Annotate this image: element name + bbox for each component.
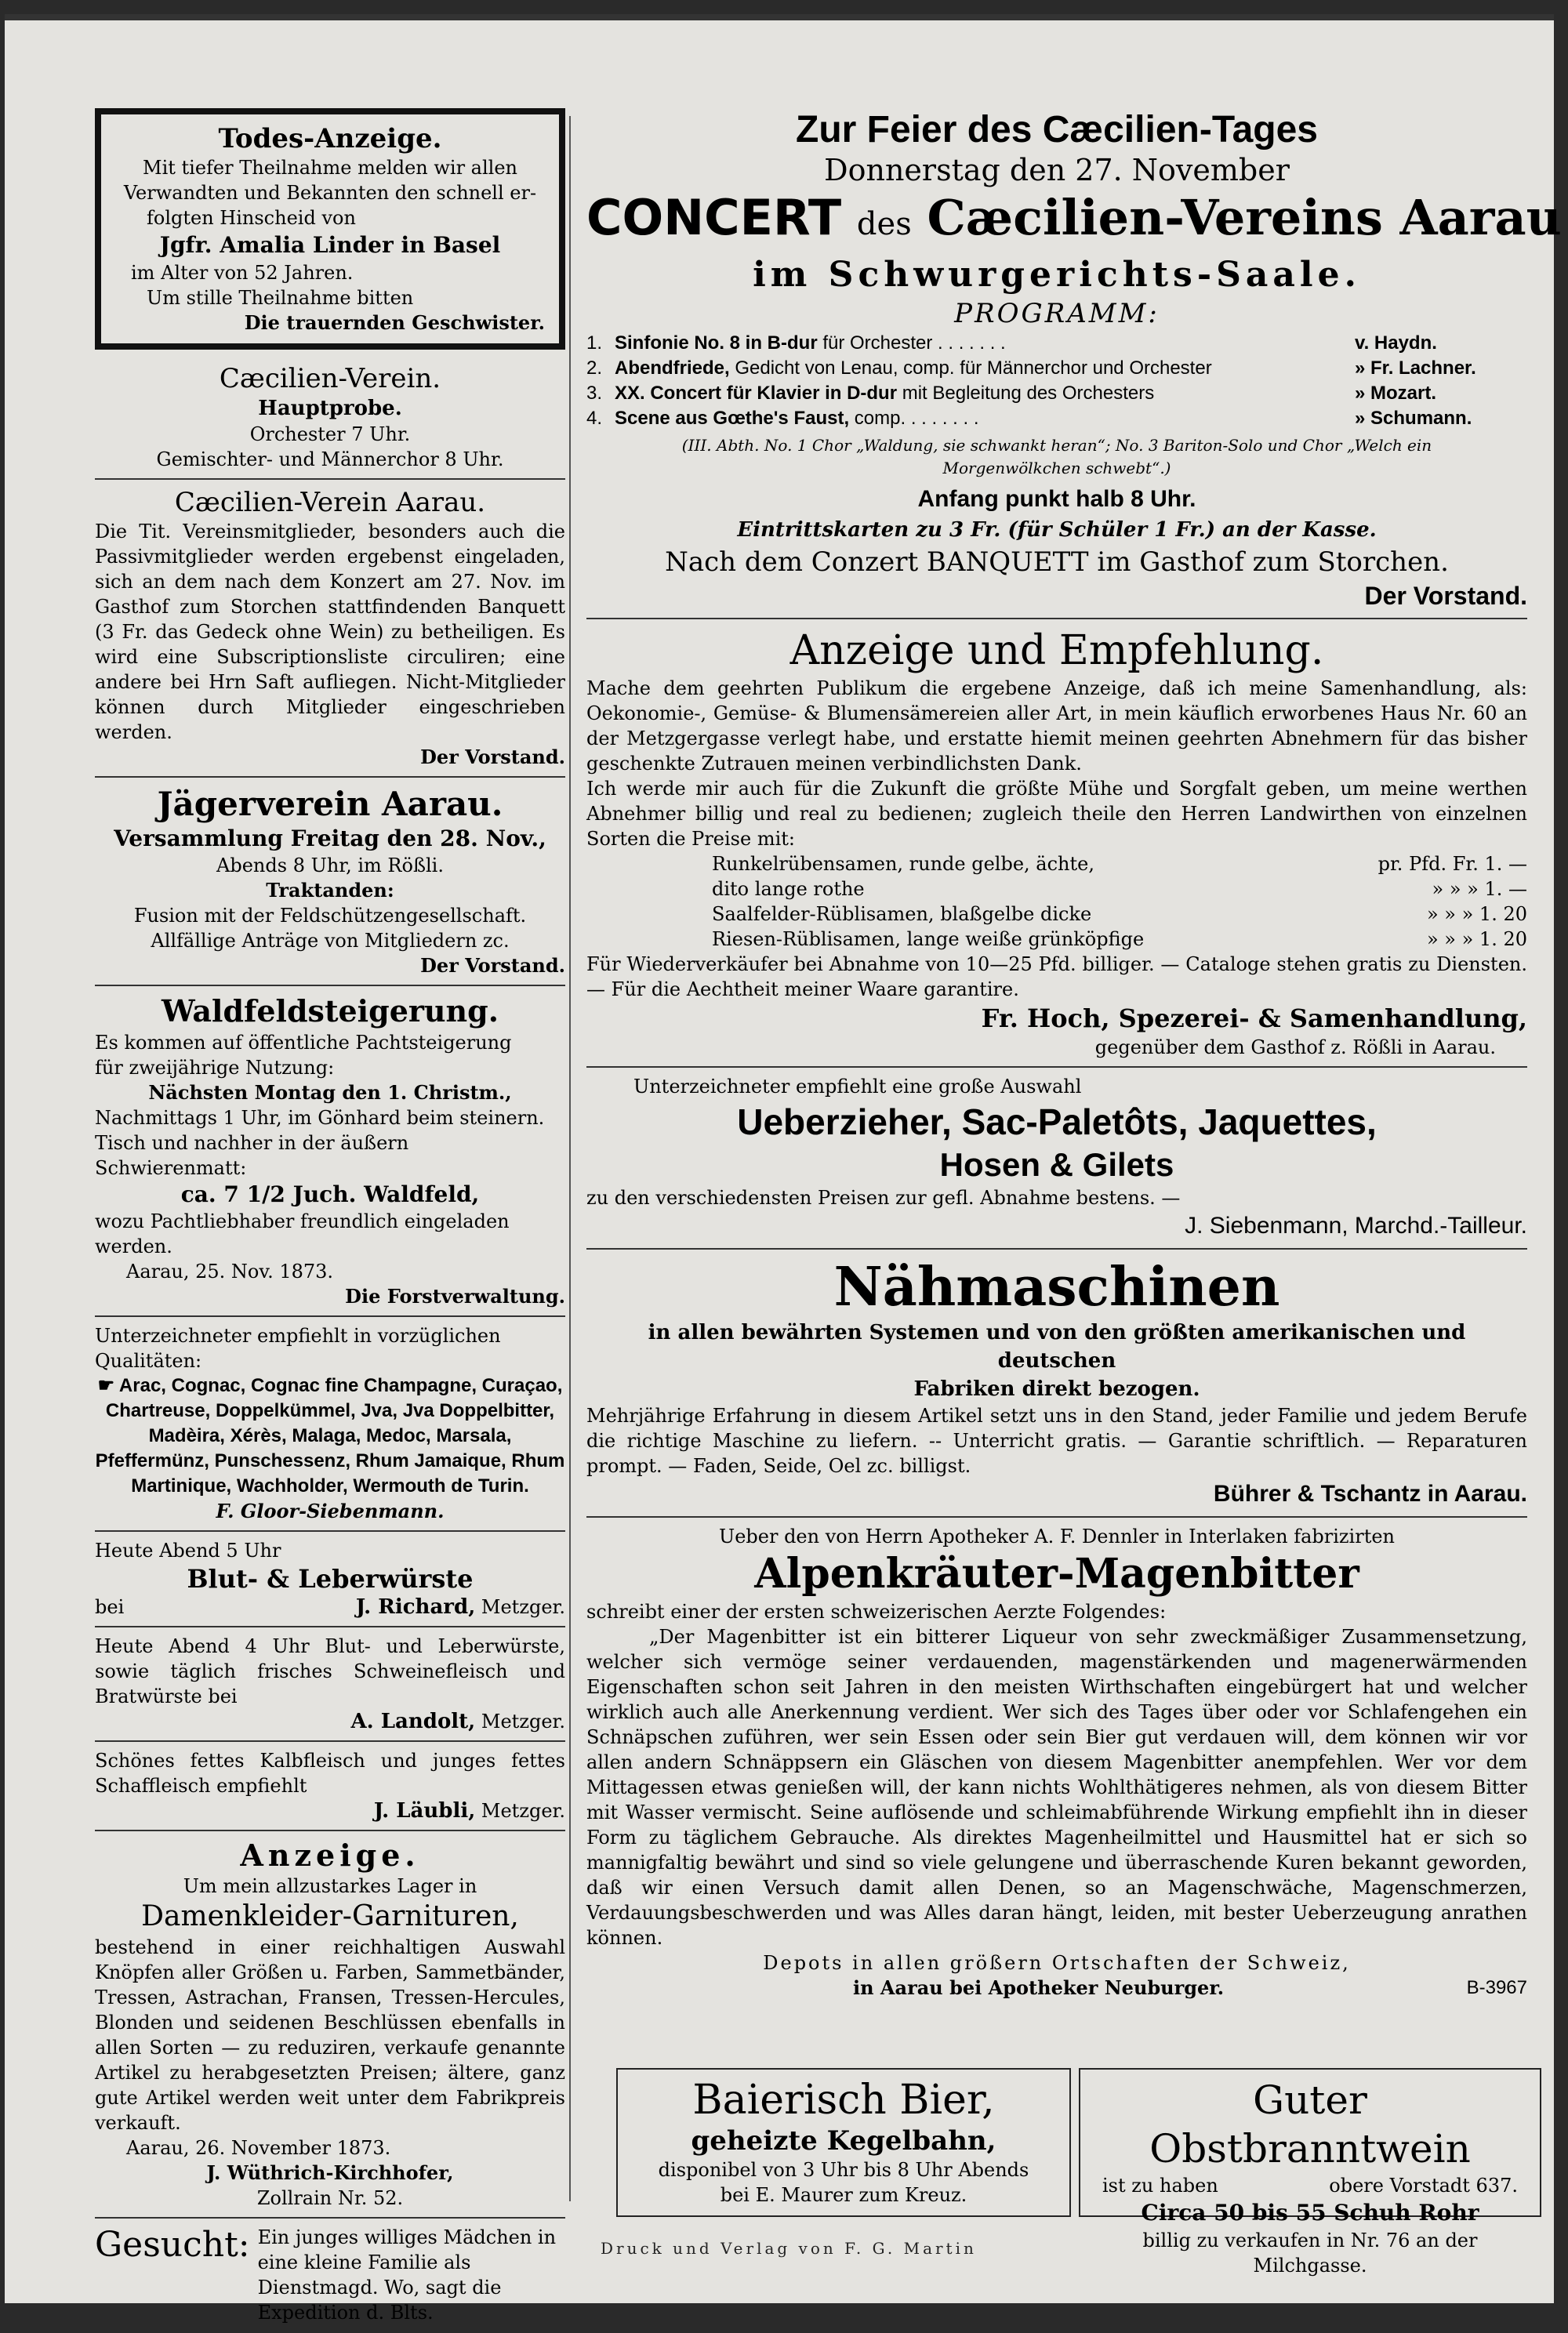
laeubli-text: Schönes fettes Kalbfleisch und junges fettes Schaffleisch empfiehlt <box>95 1750 565 1797</box>
program-details: comp. . . . . . . . <box>854 408 979 429</box>
death-notice-line: folgten Hinscheid von <box>147 207 356 229</box>
richard-name: J. Richard, <box>355 1595 476 1619</box>
gloor-list-text: Arac, Cognac, Cognac fine Champagne, Curaçao, Chartreuse, Doppelkümmel, Jva, Jva Doppelbitter, Madèira, Xérès, Malaga, Medoc, Marsala, Pfeffermünz, Punschessenz, Rhum Jamaique, Rhum Martinique, Wachholder, Wermouth de Turin. <box>95 1375 565 1497</box>
jaegerverein <box>95 784 565 978</box>
concert-word: CONCERT <box>586 189 842 246</box>
waldfeld-date: Nächsten Montag den 1. Christm., <box>148 1081 512 1104</box>
concert-banquet: Nach dem Conzert BANQUETT im Gasthof zum Storchen. <box>665 546 1449 578</box>
divider <box>95 1530 565 1532</box>
naehmaschinen-title: Nähmaschinen <box>833 1256 1280 1319</box>
obst-line: billig zu verkaufen in Nr. 76 an der Milchgasse. <box>1142 2230 1478 2277</box>
gloor-liquor-ad <box>95 1323 565 1524</box>
price-row <box>712 902 1527 927</box>
divider <box>586 618 1527 619</box>
program-number: 4. <box>586 408 603 429</box>
caecilien-line: Orchester 7 Uhr. <box>249 423 411 445</box>
price-row <box>712 927 1527 952</box>
divider <box>95 1740 565 1742</box>
naehmaschinen-signature: Bührer & Tschantz in Aarau. <box>1213 1481 1527 1507</box>
jaegerverein-traktanden: Traktanden: <box>266 879 394 902</box>
concert-tickets: Eintrittskarten zu 3 Fr. (für Schüler 1 Fr.) an der Kasse. <box>737 518 1377 542</box>
jaegerverein-meeting: Versammlung Freitag den 28. Nov., <box>114 825 546 851</box>
landolt-signature <box>95 1709 565 1734</box>
death-notice-line: Verwandten und Bekannten den schnell er- <box>123 182 537 204</box>
hoch-title: Anzeige und Empfehlung. <box>789 627 1324 674</box>
jaegerverein-signature: Der Vorstand. <box>420 954 565 977</box>
bier-line: bei E. Maurer zum Kreuz. <box>720 2184 967 2206</box>
concert-venue: im Schwurgerichts-Saale. <box>753 255 1361 295</box>
price-row <box>712 876 1527 902</box>
caecilien-title: Cæcilien-Verein. <box>219 363 441 394</box>
gloor-signature: F. Gloor-Siebenmann. <box>216 1500 445 1522</box>
siebenmann-big2: Hosen & Gilets <box>939 1146 1174 1183</box>
price-item: Runkelrübensamen, runde gelbe, ächte, <box>712 853 1094 875</box>
gesucht-text: Ein junges williges Mädchen in eine kleine Familie als Dienstmagd. Wo, sagt die Expedition d. Blts. <box>257 2226 557 2324</box>
printer-imprint: Druck und Verlag von F. G. Martin <box>601 2239 977 2258</box>
waldfeld-title: Waldfeldsteigerung. <box>162 993 499 1029</box>
richard-bei: bei <box>95 1596 125 1618</box>
program-work: XX. Concert für Klavier in D-dur <box>615 383 898 404</box>
magenbitter-title: Alpenkräuter-Magenbitter <box>754 1550 1359 1598</box>
newspaper-page <box>5 14 1562 2324</box>
price-item: dito lange rothe <box>712 878 865 900</box>
obst-available: ist zu haben <box>1102 2175 1218 2197</box>
program-composer: » Schumann. <box>1355 408 1472 429</box>
death-notice <box>95 108 565 350</box>
divider <box>95 2217 565 2219</box>
price-value: pr. Pfd. Fr. 1. — <box>1377 853 1527 875</box>
concert-signature: Der Vorstand. <box>1364 582 1527 610</box>
caecilien-line: Gemischter- und Männerchor 8 Uhr. <box>156 448 504 470</box>
obst-title: Guter Obstbranntwein <box>1149 2077 1471 2172</box>
jaegerverein-item: Fusion mit der Feldschützengesellschaft. <box>133 905 527 927</box>
hoch-body: Für Wiederverkäufer bei Abnahme von 10—25 Pfd. billiger. — Cataloge stehen gratis zu Diensten. — Für die Aechtheit meiner Waare garantire. <box>586 953 1527 1000</box>
program-composer: » Mozart. <box>1355 383 1437 404</box>
program-work: Sinfonie No. 8 in B-dur <box>615 332 818 354</box>
divider <box>95 1830 565 1831</box>
divider <box>586 1248 1527 1250</box>
program-work: Scene aus Gœthe's Faust, <box>615 408 850 429</box>
magenbitter-code: B-3967 <box>1466 1977 1527 1998</box>
waldfeld-line: Es kommen auf öffentliche Pachtsteigerung <box>95 1032 512 1054</box>
anzeige-big: Damenkleider-Garnituren, <box>141 1900 519 1932</box>
page-top-border <box>5 14 1554 20</box>
program-list <box>586 331 1527 431</box>
hoch-body: Mache dem geehrten Publikum die ergebene Anzeige, daß ich meine Samenhandlung, als: Oekonomie-, Gemüse- & Blumensämereien aller Art, in mein käuflich erworbenes Haus Nr. 60 an der Metzgergasse verlegt habe, und erstatte hiemit meinen geehrten Abnehmern für das bisher geschenkte Zutrauen meinen verbindlichsten Dank. <box>586 677 1527 775</box>
anzeige-name: J. Wüthrich-Kirchhofer, <box>206 2161 454 2184</box>
anzeige-line: Um mein allzustarkes Lager in <box>183 1875 477 1897</box>
price-value: » » » 1. — <box>1432 878 1527 900</box>
bier-ad <box>616 2068 1071 2217</box>
bier-line: disponibel von 3 Uhr bis 8 Uhr Abends <box>658 2159 1029 2181</box>
death-notice-title: Todes-Anzeige. <box>218 123 442 154</box>
concert-des: des <box>856 206 912 242</box>
program-composer: » Fr. Lachner. <box>1355 357 1476 379</box>
divider <box>95 1315 565 1317</box>
waldfeld-signature: Die Forstverwaltung. <box>345 1285 565 1308</box>
magenbitter-intro: Ueber den von Herrn Apotheker A. F. Dennler in Interlaken fabrizirten <box>718 1526 1396 1547</box>
program-number: 2. <box>586 357 603 379</box>
waldfeld <box>95 992 565 1309</box>
obst-rohr: Circa 50 bis 55 Schuh Rohr <box>1141 2200 1479 2226</box>
program-item <box>586 331 1527 356</box>
price-value: » » » 1. 20 <box>1426 903 1527 925</box>
siebenmann-intro: Unterzeichneter empfiehlt eine große Auswahl <box>633 1076 1082 1098</box>
caecilien-rehearsal <box>95 362 565 472</box>
gesucht-title: Gesucht: <box>95 2225 250 2265</box>
landolt-name: A. Landolt, <box>350 1710 476 1733</box>
richard-title: Blut- & Leberwürste <box>187 1564 474 1594</box>
jaegerverein-item: Allfällige Anträge von Mitgliedern zc. <box>151 930 510 952</box>
caecilien-banquet <box>95 486 565 770</box>
richard-time: Heute Abend 5 Uhr <box>95 1540 281 1562</box>
hoch-price-list <box>586 851 1527 952</box>
concert-ad <box>586 108 1562 611</box>
divider <box>95 776 565 778</box>
waldfeld-line: für zweijährige Nutzung: <box>95 1057 335 1079</box>
gloor-list <box>95 1373 565 1499</box>
price-item: Riesen-Rüblisamen, lange weiße grünköpfige <box>712 928 1145 950</box>
laeubli-signature <box>95 1798 565 1823</box>
hoch-ad <box>586 626 1527 1060</box>
program-composer: v. Haydn. <box>1355 332 1437 354</box>
program-item <box>586 406 1527 431</box>
bier-title: Baierisch Bier, <box>692 2077 995 2124</box>
caecilien-subtitle: Hauptprobe. <box>258 397 402 420</box>
divider <box>586 1516 1527 1518</box>
obst-line <box>1087 2173 1534 2198</box>
hoch-body: Ich werde mir auch für die Zukunft die größte Mühe und Sorgfalt geben, um meine werthen Abnehmer billig und real zu bedienen; zugleich theile den Herren Landwirthen von einzelnen Sorten die Preise mit: <box>586 778 1527 850</box>
divider <box>95 985 565 986</box>
program-number: 3. <box>586 383 603 404</box>
magenbitter-aarau: in Aarau bei Apotheker Neuburger. <box>853 1976 1225 1999</box>
death-notice-signature: Die trauernden Geschwister. <box>244 311 545 334</box>
anzeige-title: Anzeige. <box>240 1838 420 1873</box>
bier-sub: geheizte Kegelbahn, <box>691 2125 996 2157</box>
program-details: für Orchester . . . . . . . <box>822 332 1006 354</box>
anzeige-address: Zollrain Nr. 52. <box>256 2187 404 2209</box>
landolt-text: Heute Abend 4 Uhr Blut- und Leberwürste, sowie täglich frisches Schweinefleisch und Bratwürste bei <box>95 1635 565 1707</box>
richard-trade: Metzger. <box>481 1596 565 1618</box>
concert-start: Anfang punkt halb 8 Uhr. <box>917 486 1196 512</box>
program-item <box>586 381 1527 406</box>
divider <box>95 1626 565 1627</box>
anzeige-date: Aarau, 26. November 1873. <box>126 2137 391 2159</box>
landolt-ad <box>95 1634 565 1734</box>
gloor-intro: Unterzeichneter empfiehlt in vorzüglichen Qualitäten: <box>95 1325 501 1372</box>
landolt-trade: Metzger. <box>481 1711 565 1733</box>
siebenmann-ad <box>586 1074 1527 1242</box>
waldfeld-line: Nachmittags 1 Uhr, im Gönhard beim steinern. <box>95 1107 545 1129</box>
jaegerverein-title: Jägerverein Aarau. <box>157 785 503 823</box>
richard-signature-row <box>95 1595 565 1620</box>
caecilien-aarau-signature: Der Vorstand. <box>420 746 565 768</box>
deceased-age: im Alter von 52 Jahren. <box>131 262 354 284</box>
jaegerverein-time: Abends 8 Uhr, im Rößli. <box>216 854 444 876</box>
wuethrich-ad <box>95 1838 565 2211</box>
siebenmann-big: Ueberzieher, Sac-Paletôts, Jaquettes, <box>737 1101 1377 1142</box>
death-notice-request: Um stille Theilnahme bitten <box>147 287 414 309</box>
magenbitter-ad <box>586 1524 1527 2001</box>
death-notice-line: Mit tiefer Theilnahme melden wir allen <box>143 157 517 179</box>
concert-society: Cæcilien-Vereins Aarau <box>927 189 1562 246</box>
divider <box>586 1066 1527 1068</box>
program-title: PROGRAMM: <box>954 298 1160 329</box>
naehmaschinen-ad <box>586 1256 1527 1510</box>
column-rule <box>569 116 571 2201</box>
magenbitter-body: „Der Magenbitter ist ein bitterer Liqueur von sehr zweckmäßiger Zusammensetzung, welcher sich vermöge seiner verdauenden, magenstärkenden und magenerwärmenden Eigenschaften schon seit Jahren in den meisten Wirthschaften eingebürgert hat und welcher wirklich auch alle Anerkennung verdient. Wer sich des Tages über oder vor Schlafengehen ein Schnäpschen zuführen, wer sein Essen oder sein Bier gut verdauen will, dem können wir vor allen andern Schnäppsern ein Gläschen von diesem Magenbitter anempfehlen. Wer vor dem Mittagessen etwas genießen will, der kann nichts Wohlthätigeres nehmen, als von diesem Bitter mit Wasser vermischt. Seine auflösende und schleimabführende Wirkung empfiehlt ihn in dieser Form zu täglichem Gebrauche. Als direktes Magenheilmittel und Hausmittel hat er sich so mannigfaltig bewährt und sind so viele gelungene und überraschende Kuren bekannt geworden, daß wir einen Versuch damit allen Denen, so an Magenschwäche, Magenschmerzen, Verdauungsbeschwerden und was Alles daran hängt, leiden, mit bester Ueberzeugung anrathen können. <box>586 1626 1527 1949</box>
laeubli-ad <box>95 1748 565 1823</box>
caecilien-aarau-title: Cæcilien-Verein Aarau. <box>174 487 486 518</box>
waldfeld-line: wozu Pachtliebhaber freundlich eingeladen werden. <box>95 1210 510 1257</box>
waldfeld-area: ca. 7 1/2 Juch. Waldfeld, <box>180 1181 480 1207</box>
richard-ad <box>95 1538 565 1620</box>
obst-address: obere Vorstadt 637. <box>1329 2175 1518 2197</box>
deceased-name: Jgfr. Amalia Linder in Basel <box>159 232 501 258</box>
hoch-signature: Fr. Hoch, Spezerei- & Samenhandlung, <box>981 1003 1527 1033</box>
laeubli-name: J. Läubli, <box>373 1799 476 1823</box>
concert-heading: Zur Feier des Cæcilien-Tages <box>796 109 1318 151</box>
naehmaschinen-sub: Fabriken direkt bezogen. <box>913 1377 1200 1401</box>
program-item <box>586 356 1527 381</box>
siebenmann-signature: J. Siebenmann, Marchd.-Tailleur. <box>1185 1213 1527 1239</box>
right-column <box>586 108 1562 2005</box>
magenbitter-footer <box>586 1976 1527 2001</box>
caecilien-aarau-body: Die Tit. Vereinsmitglieder, besonders auch die Passivmitglieder werden ergebenst eingeladen, sich an dem nach dem Konzert am 27. Nov. im Gasthof zum Storchen stattfindenden Banquett (3 Fr. das Gedeck ohne Wein) zu betheiligen. Es wird eine Subscriptionsliste circuliren; eine andere bei Hrn Saft aufliegen. Nicht-Mitglieder können durch Mitglieder eingeschrieben werden. <box>95 521 565 743</box>
program-note: (III. Abth. No. 1 Chor „Waldung, sie schwankt heran“; No. 3 Bariton-Solo und Chor „Welch ein Morgenwölkchen schwebt“.) <box>681 436 1432 477</box>
waldfeld-place-date: Aarau, 25. Nov. 1873. <box>126 1261 334 1283</box>
left-column <box>95 108 565 2330</box>
price-item: Saalfelder-Rüblisamen, blaßgelbe dicke <box>712 903 1092 925</box>
magenbitter-line: schreibt einer der ersten schweizerischen Aerzte Folgendes: <box>586 1601 1167 1623</box>
concert-date: Donnerstag den 27. November <box>824 153 1290 187</box>
gesucht-ad <box>95 2225 565 2325</box>
price-value: » » » 1. 20 <box>1426 928 1527 950</box>
pointing-hand-icon: ☛ <box>97 1375 115 1396</box>
program-details: Gedicht von Lenau, comp. für Männerchor und Orchester <box>735 357 1212 379</box>
naehmaschinen-body: Mehrjährige Erfahrung in diesem Artikel setzt uns in den Stand, jeder Familie und jedem Berufe die richtige Maschine zu liefern. -- Unterricht gratis. — Garantie schriftlich. — Reparaturen prompt. — Faden, Seide, Oel zc. billigst. <box>586 1405 1527 1477</box>
anzeige-body: bestehend in einer reichhaltigen Auswahl Knöpfen aller Größen u. Farben, Sammetbänder, Tressen, Astrachan, Fransen, Tressen-Hercules, Blonden und seidenen Beschlüssen ebenfalls in allen Sorten — zu reduziren, verkaufe genannte Artikel zu herabgesetzten Preisen; ältere, ganz gute Artikel werden weit unter dem Fabrikpreis verkauft. <box>95 1936 565 2134</box>
laeubli-trade: Metzger. <box>481 1800 565 1822</box>
program-number: 1. <box>586 332 603 354</box>
waldfeld-line: Tisch und nachher in der äußern Schwierenmatt: <box>95 1132 409 1179</box>
naehmaschinen-sub: in allen bewährten Systemen und von den größten amerikanischen und deutschen <box>648 1321 1466 1373</box>
program-work: Abendfriede, <box>615 357 730 379</box>
siebenmann-line: zu den verschiedensten Preisen zur gefl. Abnahme bestens. — <box>586 1187 1181 1209</box>
hoch-address: gegenüber dem Gasthof z. Rößli in Aarau. <box>1094 1036 1496 1058</box>
magenbitter-depots: Depots in allen größern Ortschaften der Schweiz, <box>763 1952 1351 1974</box>
obst-ad <box>1079 2068 1541 2277</box>
concert-title <box>586 188 1562 254</box>
program-details: mit Begleitung des Orchesters <box>902 383 1155 404</box>
price-row <box>712 851 1527 876</box>
divider <box>95 478 565 480</box>
